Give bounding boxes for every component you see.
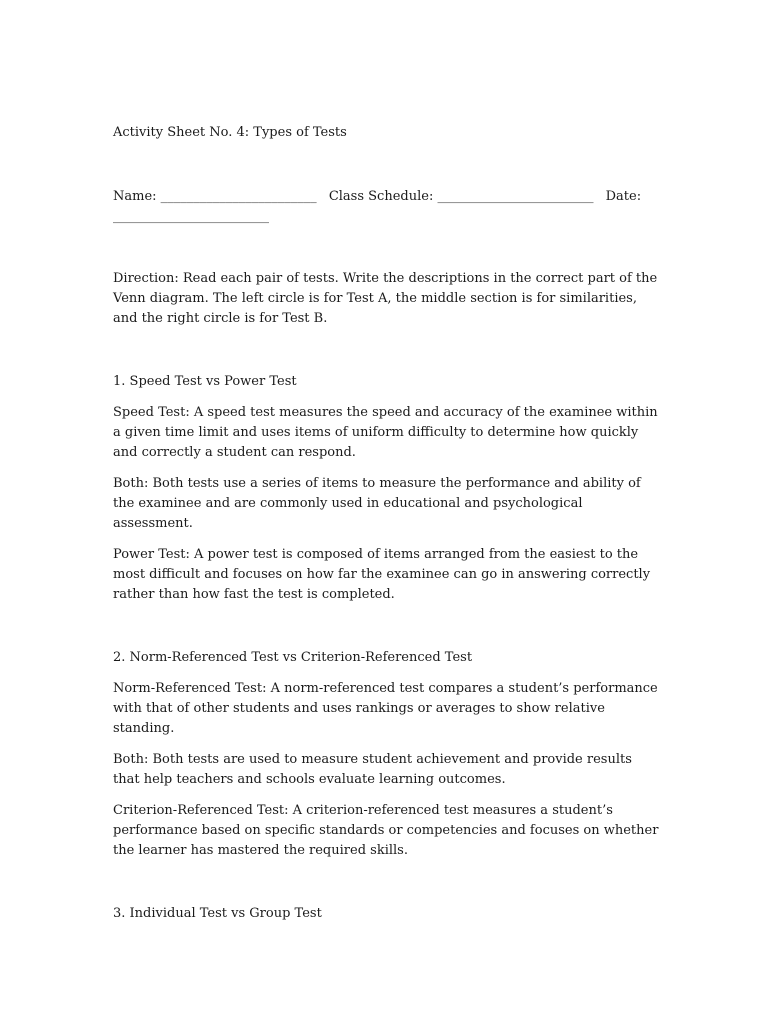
both-description: Both: Both tests use a series of items to measure the performance and ability of the examinee and are commonly used in educational and psychological assessment. bbox=[113, 476, 641, 531]
test-a-description: Speed Test: A speed test measures the speed and accuracy of the examinee within a given time limit and uses items of uniform difficulty to determine how quickly and correctly a student can respond. bbox=[113, 405, 658, 460]
student-info-line bbox=[113, 187, 661, 227]
name-field[interactable]: ________________________ bbox=[160, 189, 317, 204]
section-speed-power bbox=[113, 372, 661, 605]
section-heading: 2. Norm-Referenced Test vs Criterion-Referenced Test bbox=[113, 650, 473, 665]
date-field[interactable]: ________________________ bbox=[113, 209, 269, 224]
document-title: Activity Sheet No. 4: Types of Tests bbox=[113, 125, 347, 140]
section-heading: 3. Individual Test vs Group Test bbox=[113, 906, 322, 921]
direction-paragraph: Direction: Read each pair of tests. Write the descriptions in the correct part of the Venn diagram. The left circle is for Test A, the middle section is for similarities, and the right circle is for Test B. bbox=[113, 271, 658, 326]
test-a-description: Norm-Referenced Test: A norm-referenced test compares a student’s performance with that of other students and uses rankings or averages to show relative standing. bbox=[113, 681, 658, 736]
class-schedule-label: Class Schedule: bbox=[328, 189, 434, 204]
section-norm-criterion bbox=[113, 648, 661, 861]
both-description: Both: Both tests are used to measure student achievement and provide results that help teachers and schools evaluate learning outcomes. bbox=[113, 752, 632, 787]
document-body bbox=[113, 123, 661, 924]
date-label: Date: bbox=[605, 189, 642, 204]
section-individual-group bbox=[113, 904, 661, 924]
class-schedule-field[interactable]: ________________________ bbox=[437, 189, 594, 204]
test-b-description: Criterion-Referenced Test: A criterion-referenced test measures a student’s performance based on specific standards or competencies and focuses on whether the learner has mastered the required skills. bbox=[113, 803, 659, 858]
name-label: Name: bbox=[113, 189, 157, 204]
test-b-description: Power Test: A power test is composed of items arranged from the easiest to the most difficult and focuses on how far the examinee can go in answering correctly rather than how fast the test is completed. bbox=[113, 547, 651, 602]
section-heading: 1. Speed Test vs Power Test bbox=[113, 374, 297, 389]
